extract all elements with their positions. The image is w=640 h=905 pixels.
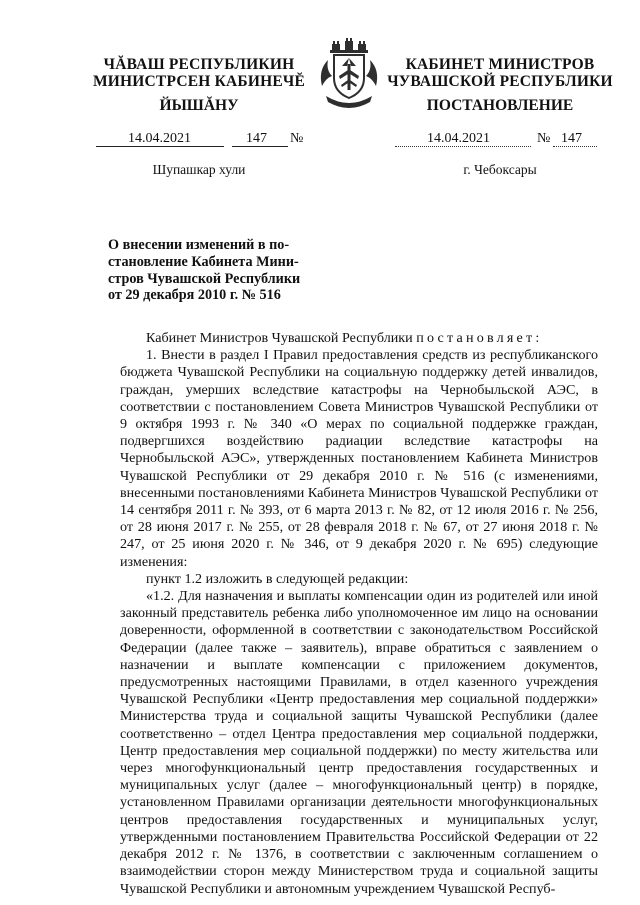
- title-line: О внесении изменений в по-: [108, 237, 290, 253]
- header-left-line2: МИНИСТРСЕН КАБИНЕЧĔ: [92, 73, 306, 90]
- place-right: г. Чебоксары: [463, 162, 537, 177]
- title-line: становление Кабинета Мини-: [108, 253, 299, 270]
- header-right-line2: ЧУВАШСКОЙ РЕСПУБЛИКИ: [387, 73, 613, 90]
- header-left: [90, 56, 308, 90]
- coat-of-arms-emblem: [314, 38, 384, 110]
- header-right: [382, 56, 618, 90]
- registration-left-number-sign: №: [290, 131, 304, 146]
- registration-right-date: 14.04.2021: [427, 131, 490, 146]
- place-left: Шупашкар хули: [152, 162, 246, 177]
- title-line: стров Чувашской Республики: [108, 270, 301, 287]
- registration-right: [395, 131, 600, 149]
- registration-right-number-sign: №: [537, 131, 551, 146]
- body-paragraph: пункт 1.2 изложить в следующей редакции:: [146, 570, 409, 587]
- document-title: [108, 237, 304, 304]
- preamble: [120, 330, 598, 347]
- header-right-line1: КАБИНЕТ МИНИСТРОВ: [405, 56, 595, 73]
- body-paragraph: 1. Внести в раздел I Правил предоставления средств из республиканского бюджета Чувашской Республики на социальную поддержку детей инвалидов, граждан, умерших вследствие катастрофы на Чернобыльской АЭС, в соответствии с постановлением Совета Министров Чувашской Республики от 9 октября 1993 г. № 340 «О мерах по социальной поддержке граждан, подвергшихся воздействию радиации вследствие катастрофы на Чернобыльской АЭС», утвержденных постановлением Кабинета Министров Чувашской Республики от 29 декабря 2010 г. № 516 (с изменениями, внесенными постановлениями Кабинета Министров Чувашской Республики от 14 сентября 2011 г. № 393, от 6 марта 2013 г. № 82, от 12 июля 2016 г. № 256, от 28 июня 2017 г. № 255, от 28 февраля 2018 г. № 67, от 27 июня 2018 г. № 247, от 25 июня 2020 г. № 346, от 9 декабря 2020 г. № 695) следующие изменения:: [120, 347, 598, 570]
- body-paragraph: «1.2. Для назначения и выплаты компенсации один из родителей или иной законный представитель ребенка либо уполномоченное им лицо на основании доверенности, оформленной в соответствии с законодательством Российской Федерации (далее также – заявитель), вправе обратиться с заявлением о назначении и выплате компенсации с приложением документов, предусмотренных настоящими Правилами, в отдел казенного учреждения Чувашской Республики «Центр предоставления мер социальной поддержки» Министерства труда и социальной защиты Чувашской Республики (далее соответственно – отдел Центра предоставления мер социальной поддержки, Центр предоставления мер социальной поддержки) по месту жительства или через многофункциональный центр предоставления государственных и муниципальных услуг (далее – многофункциональный центр) в порядке, установленном Правилами организации деятельности многофункциональных центров предоставления государственных и муниципальных услуг, утвержденными постановлением Правительства Российской Федерации от 22 декабря 2012 г. № 1376, в соответствии с заключенным соглашением о взаимодействии сторон между Министерством труда и социальной защиты Чувашской Республики и автономным учреждением Чувашской Респуб-: [120, 588, 598, 897]
- header-right-doc-type: ПОСТАНОВЛЕНИЕ: [426, 97, 574, 114]
- preamble-verb: постановляет:: [416, 330, 543, 346]
- registration-left-date: 14.04.2021: [128, 131, 191, 146]
- header-left-doc-type: ЙЫШĂНУ: [159, 97, 239, 114]
- registration-left: [96, 131, 308, 149]
- header-left-line1: ЧĂВАШ РЕСПУБЛИКИН: [103, 56, 295, 73]
- registration-right-number: 147: [561, 131, 582, 146]
- preamble-lead: Кабинет Министров Чувашской Республики: [146, 330, 413, 346]
- title-line: от 29 декабря 2010 г. № 516: [108, 287, 281, 304]
- document-body: [120, 330, 598, 898]
- registration-left-number: 147: [246, 131, 267, 146]
